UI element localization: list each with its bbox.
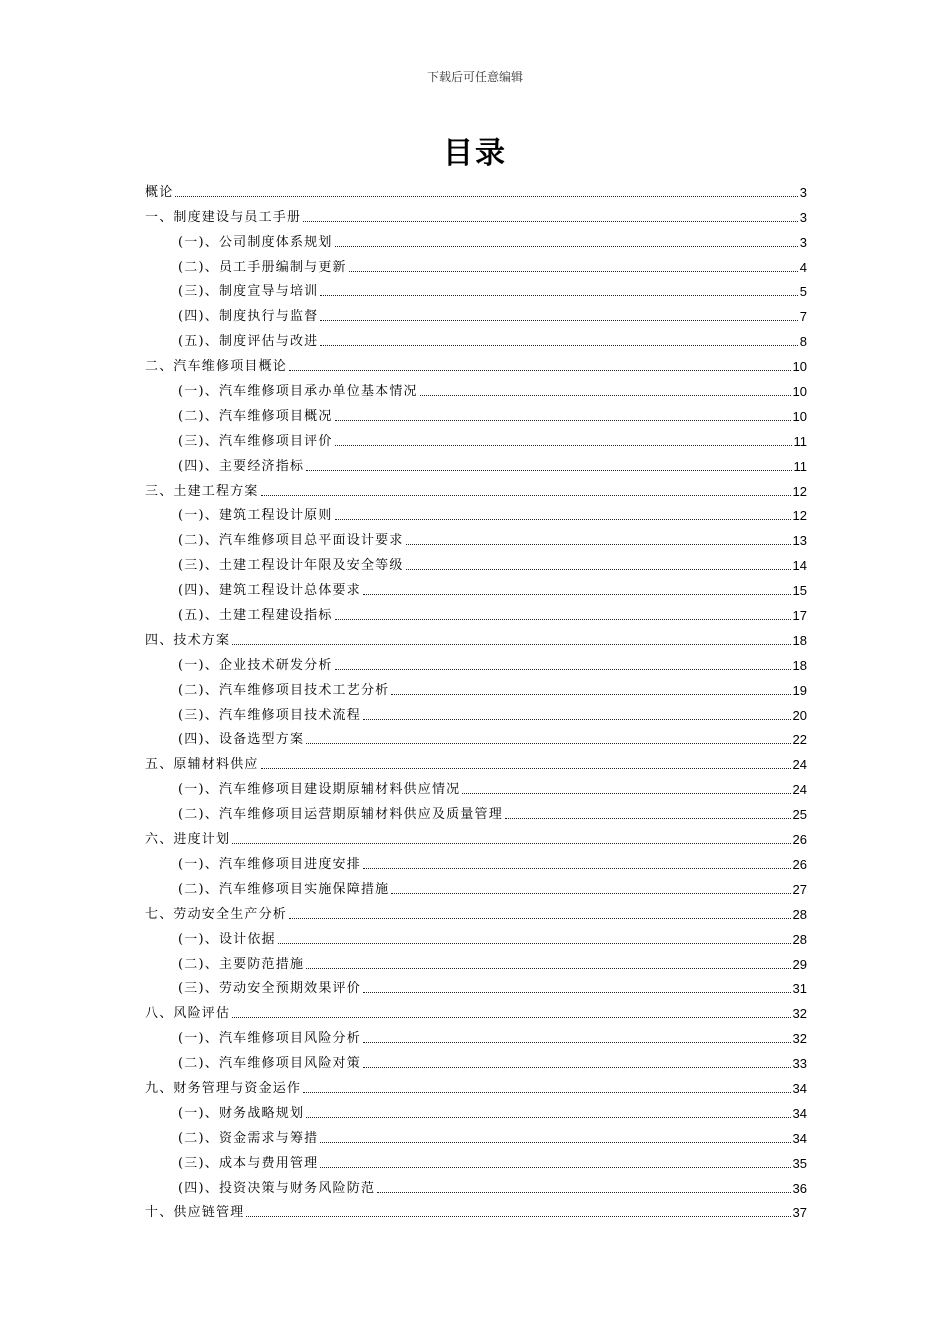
toc-leader-dots <box>175 195 797 197</box>
toc-leader-dots <box>232 643 790 645</box>
toc-entry-page: 7 <box>799 309 807 325</box>
toc-leader-dots <box>363 593 791 595</box>
toc-entry[interactable] <box>145 325 807 350</box>
toc-leader-dots <box>289 917 791 919</box>
toc-entry-page: 27 <box>792 881 807 897</box>
toc-entry-label: 概论 <box>145 184 174 200</box>
toc-entry[interactable] <box>145 475 807 500</box>
toc-entry-page: 29 <box>792 956 807 972</box>
toc-entry-label: (三)、成本与费用管理 <box>178 1155 319 1171</box>
toc-entry-page: 12 <box>792 508 807 524</box>
toc-leader-dots <box>391 892 790 894</box>
toc-leader-dots <box>320 319 797 321</box>
toc-leader-dots <box>306 469 791 471</box>
toc-entry-page: 25 <box>792 807 807 823</box>
toc-leader-dots <box>278 942 791 944</box>
toc-entry-page: 13 <box>792 533 807 549</box>
toc-leader-dots <box>289 369 791 371</box>
toc-leader-dots <box>462 792 790 794</box>
toc-leader-dots <box>363 991 791 993</box>
toc-entry[interactable] <box>145 748 807 773</box>
toc-entry[interactable] <box>145 997 807 1022</box>
toc-entry-page: 33 <box>792 1056 807 1072</box>
toc-entry[interactable] <box>145 1147 807 1172</box>
toc-entry-page: 26 <box>792 832 807 848</box>
toc-entry[interactable] <box>145 724 807 749</box>
toc-leader-dots <box>335 245 798 247</box>
toc-entry-page: 18 <box>792 657 807 673</box>
toc-entry-page: 10 <box>792 408 807 424</box>
toc-entry-page: 3 <box>799 209 807 225</box>
toc-entry-label: (一)、公司制度体系规划 <box>178 234 333 250</box>
toc-entry-label: (三)、土建工程设计年限及安全等级 <box>178 558 404 574</box>
toc-leader-dots <box>303 220 798 222</box>
toc-entry-label: (二)、汽车维修项目总平面设计要求 <box>178 533 404 549</box>
toc-entry-page: 36 <box>792 1180 807 1196</box>
toc-entry-page: 11 <box>793 458 807 474</box>
toc-entry[interactable] <box>145 773 807 798</box>
toc-leader-dots <box>261 494 791 496</box>
toc-leader-dots <box>363 1066 791 1068</box>
toc-entry-label: (二)、汽车维修项目概况 <box>178 408 333 424</box>
toc-entry-label: (四)、建筑工程设计总体要求 <box>178 583 361 599</box>
toc-entry[interactable] <box>145 375 807 400</box>
toc-entry[interactable] <box>145 574 807 599</box>
toc-entry-label: (一)、汽车维修项目承办单位基本情况 <box>178 384 418 400</box>
toc-entry-label: (三)、汽车维修项目评价 <box>178 433 333 449</box>
toc-entry-page: 20 <box>792 707 807 723</box>
toc-entry-label: 三、土建工程方案 <box>145 483 259 499</box>
toc-entry[interactable] <box>145 201 807 226</box>
toc-entry-label: (四)、制度执行与监督 <box>178 309 319 325</box>
toc-entry-label: 一、制度建设与员工手册 <box>145 209 302 225</box>
toc-entry-label: (四)、主要经济指标 <box>178 458 305 474</box>
toc-leader-dots <box>335 444 792 446</box>
toc-leader-dots <box>363 867 791 869</box>
toc-leader-dots <box>320 344 797 346</box>
toc-entry[interactable] <box>145 973 807 998</box>
toc-leader-dots <box>232 842 790 844</box>
toc-entry[interactable] <box>145 1072 807 1097</box>
toc-entry-label: (二)、汽车维修项目运营期原辅材料供应及质量管理 <box>178 807 503 823</box>
toc-entry-page: 28 <box>792 906 807 922</box>
toc-entry-label: (一)、汽车维修项目风险分析 <box>178 1031 361 1047</box>
toc-leader-dots <box>335 618 791 620</box>
toc-entry[interactable] <box>145 1122 807 1147</box>
toc-entry-label: 二、汽车维修项目概论 <box>145 359 288 375</box>
toc-entry-label: (一)、汽车维修项目建设期原辅材料供应情况 <box>178 782 461 798</box>
toc-entry[interactable] <box>145 350 807 375</box>
toc-entry-page: 28 <box>792 931 807 947</box>
toc-entry-page: 35 <box>792 1155 807 1171</box>
toc-entry-page: 34 <box>792 1130 807 1146</box>
toc-entry-label: (一)、财务战略规划 <box>178 1105 305 1121</box>
toc-entry-page: 8 <box>799 334 807 350</box>
toc-entry-page: 3 <box>799 184 807 200</box>
toc-entry[interactable] <box>145 699 807 724</box>
toc-entry[interactable] <box>145 823 807 848</box>
toc-entry-label: (三)、劳动安全预期效果评价 <box>178 981 361 997</box>
toc-entry-page: 10 <box>792 384 807 400</box>
toc-entry-label: (二)、汽车维修项目风险对策 <box>178 1056 361 1072</box>
toc-entry[interactable] <box>145 276 807 301</box>
toc-entry[interactable] <box>145 624 807 649</box>
toc-entry-label: 七、劳动安全生产分析 <box>145 906 288 922</box>
toc-entry[interactable] <box>145 425 807 450</box>
toc-entry-label: (一)、汽车维修项目进度安排 <box>178 856 361 872</box>
toc-entry-label: (二)、汽车维修项目技术工艺分析 <box>178 682 390 698</box>
toc-entry-label: (三)、汽车维修项目技术流程 <box>178 707 361 723</box>
toc-entry[interactable] <box>145 300 807 325</box>
toc-entry-page: 11 <box>793 433 807 449</box>
toc-leader-dots <box>246 1215 790 1217</box>
toc-entry[interactable] <box>145 1197 807 1222</box>
toc-entry-page: 3 <box>799 234 807 250</box>
toc-entry-label: (二)、员工手册编制与更新 <box>178 259 347 275</box>
toc-entry-label: 九、财务管理与资金运作 <box>145 1080 302 1096</box>
toc-entry-page: 32 <box>792 1031 807 1047</box>
toc-entry-page: 15 <box>792 583 807 599</box>
toc-entry-page: 31 <box>792 981 807 997</box>
toc-entry-label: (三)、制度宣导与培训 <box>178 284 319 300</box>
toc-leader-dots <box>420 394 791 396</box>
toc-entry[interactable] <box>145 524 807 549</box>
toc-entry-page: 24 <box>792 757 807 773</box>
toc-leader-dots <box>306 742 790 744</box>
toc-entry-page: 22 <box>792 732 807 748</box>
toc-entry-page: 18 <box>792 632 807 648</box>
toc-leader-dots <box>320 1141 790 1143</box>
toc-leader-dots <box>363 718 791 720</box>
toc-entry-page: 17 <box>792 608 807 624</box>
toc-leader-dots <box>505 817 791 819</box>
toc-entry-page: 32 <box>792 1006 807 1022</box>
toc-entry[interactable] <box>145 226 807 251</box>
toc-leader-dots <box>406 543 791 545</box>
toc-entry-label: (一)、企业技术研发分析 <box>178 657 333 673</box>
toc-entry[interactable] <box>145 873 807 898</box>
toc-entry[interactable] <box>145 176 807 201</box>
toc-leader-dots <box>303 1091 790 1093</box>
toc-entry[interactable] <box>145 674 807 699</box>
toc-entry-label: (二)、汽车维修项目实施保障措施 <box>178 881 390 897</box>
toc-entry-page: 5 <box>799 284 807 300</box>
toc-entry-page: 26 <box>792 856 807 872</box>
toc-entry-page: 34 <box>792 1080 807 1096</box>
toc-entry[interactable] <box>145 848 807 873</box>
toc-entry-label: (一)、建筑工程设计原则 <box>178 508 333 524</box>
toc-leader-dots <box>306 1116 790 1118</box>
toc-leader-dots <box>320 1166 790 1168</box>
toc-entry-label: 四、技术方案 <box>145 632 231 648</box>
toc-leader-dots <box>363 1041 791 1043</box>
toc-leader-dots <box>349 270 798 272</box>
toc-entry-label: (五)、制度评估与改进 <box>178 334 319 350</box>
toc-entry-page: 24 <box>792 782 807 798</box>
toc-entry[interactable] <box>145 898 807 923</box>
toc-entry-page: 12 <box>792 483 807 499</box>
toc-entry-page: 10 <box>792 359 807 375</box>
toc-entry-label: (四)、投资决策与财务风险防范 <box>178 1180 376 1196</box>
toc-entry-label: (四)、设备选型方案 <box>178 732 305 748</box>
toc-entry[interactable] <box>145 1047 807 1072</box>
page-header: 下载后可任意编辑 <box>426 70 523 84</box>
toc-leader-dots <box>320 294 797 296</box>
toc-entry-label: 十、供应链管理 <box>145 1205 245 1221</box>
toc-leader-dots <box>377 1191 790 1193</box>
toc-entry[interactable] <box>145 649 807 674</box>
toc-leader-dots <box>406 568 791 570</box>
toc-entry-label: 八、风险评估 <box>145 1006 231 1022</box>
toc-entry-page: 19 <box>792 682 807 698</box>
table-of-contents <box>145 176 807 1221</box>
toc-entry-label: 五、原辅材料供应 <box>145 757 259 773</box>
toc-entry-label: (二)、资金需求与筹措 <box>178 1130 319 1146</box>
toc-entry[interactable] <box>145 923 807 948</box>
toc-entry[interactable] <box>145 599 807 624</box>
toc-leader-dots <box>261 767 791 769</box>
toc-entry-label: 六、进度计划 <box>145 832 231 848</box>
toc-leader-dots <box>391 693 790 695</box>
toc-entry-page: 37 <box>792 1205 807 1221</box>
toc-entry-page: 34 <box>792 1105 807 1121</box>
toc-entry[interactable] <box>145 1172 807 1197</box>
toc-entry-label: (五)、土建工程建设指标 <box>178 608 333 624</box>
toc-leader-dots <box>306 967 790 969</box>
toc-entry[interactable] <box>145 500 807 525</box>
toc-leader-dots <box>232 1016 790 1018</box>
toc-leader-dots <box>335 518 791 520</box>
page-title: 目录 <box>443 136 507 171</box>
toc-entry-label: (二)、主要防范措施 <box>178 956 305 972</box>
toc-entry-label: (一)、设计依据 <box>178 931 276 947</box>
toc-entry-page: 4 <box>799 259 807 275</box>
toc-entry[interactable] <box>145 1022 807 1047</box>
toc-leader-dots <box>335 668 791 670</box>
toc-leader-dots <box>335 419 791 421</box>
toc-entry[interactable] <box>145 948 807 973</box>
toc-entry[interactable] <box>145 1097 807 1122</box>
toc-entry[interactable] <box>145 549 807 574</box>
toc-entry[interactable] <box>145 400 807 425</box>
toc-entry[interactable] <box>145 450 807 475</box>
toc-entry[interactable] <box>145 251 807 276</box>
toc-entry-page: 14 <box>792 558 807 574</box>
toc-entry[interactable] <box>145 798 807 823</box>
